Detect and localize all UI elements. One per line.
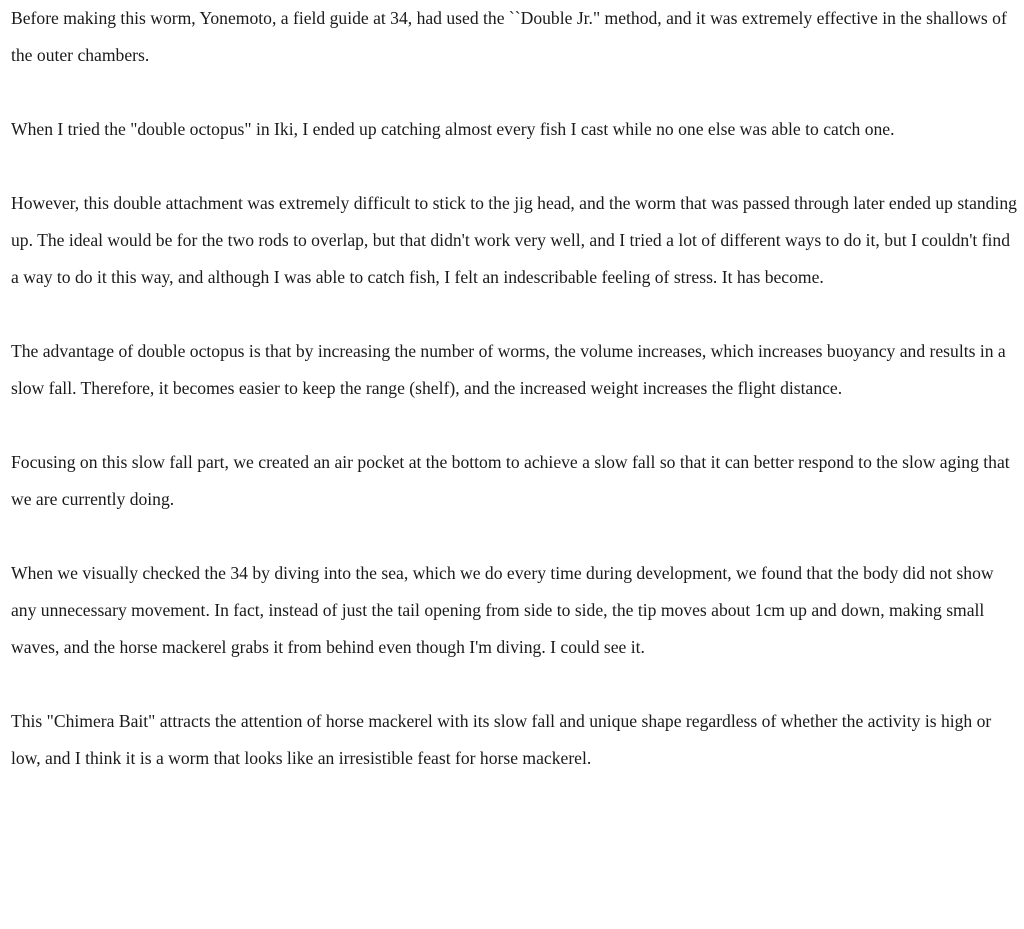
paragraph-chimera-bait: This "Chimera Bait" attracts the attention of horse mackerel with its slow fall and unique shape regardless of whether the activity is high or low, and I think it is a worm that looks like an irresistible feast for horse mackerel. <box>11 711 992 768</box>
paragraph-double-jr-method: Before making this worm, Yonemoto, a field guide at 34, had used the ``Double Jr." method, and it was extremely effective in the shallows of the outer chambers. <box>11 8 1007 65</box>
article-body <box>11 0 1017 777</box>
paragraph-iki-double-octopus: When I tried the "double octopus" in Iki, I ended up catching almost every fish I cast while no one else was able to catch one. <box>11 119 895 139</box>
paragraph-attachment-difficulty: However, this double attachment was extremely difficult to stick to the jig head, and the worm that was passed through later ended up standing up. The ideal would be for the two rods to overlap, but that didn't work very well, and I tried a lot of different ways to do it, but I couldn't find a way to do it this way, and although I was able to catch fish, I felt an indescribable feeling of stress. It has become. <box>11 193 1017 287</box>
paragraph-air-pocket-slow-fall: Focusing on this slow fall part, we created an air pocket at the bottom to achieve a slow fall so that it can better respond to the slow aging that we are currently doing. <box>11 452 1010 509</box>
paragraph-double-octopus-advantage: The advantage of double octopus is that by increasing the number of worms, the volume increases, which increases buoyancy and results in a slow fall. Therefore, it becomes easier to keep the range (shelf), and the increased weight increases the flight distance. <box>11 341 1006 398</box>
paragraph-diving-observation: When we visually checked the 34 by diving into the sea, which we do every time during development, we found that the body did not show any unnecessary movement. In fact, instead of just the tail opening from side to side, the tip moves about 1cm up and down, making small waves, and the horse mackerel grabs it from behind even though I'm diving. I could see it. <box>11 563 994 657</box>
